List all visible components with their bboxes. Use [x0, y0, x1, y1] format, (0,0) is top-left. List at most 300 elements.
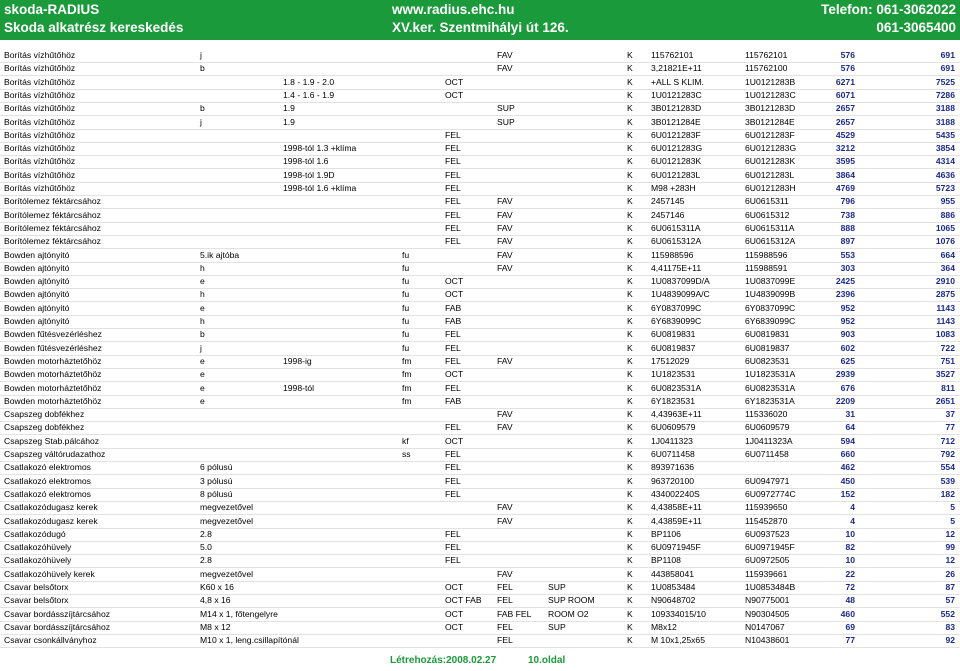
cell-k: K — [627, 76, 633, 87]
cell-spec: M10 x 1, leng.csillapítónál — [200, 635, 299, 646]
cell-price2: 2651 — [935, 395, 955, 406]
cell-name: Bowden ajtónyitó — [4, 276, 70, 287]
cell-price1: 660 — [840, 449, 855, 459]
cell-price1: 576 — [840, 63, 855, 74]
cell-price1: 462 — [840, 462, 855, 473]
cell-k: K — [627, 116, 633, 127]
cell-k: K — [627, 209, 633, 220]
table-row — [0, 195, 960, 209]
cell-k: K — [627, 103, 633, 114]
cell-price2: 4636 — [935, 169, 955, 180]
cell-price2: 5 — [950, 502, 955, 513]
cell-spec: 2.8 — [200, 555, 212, 566]
cell-type: OCT — [445, 621, 464, 632]
cell-code1: 2457145 — [651, 196, 685, 207]
cell-price2: 1143 — [936, 302, 955, 313]
cell-fu: fm — [402, 355, 412, 366]
cell-flag: SUP — [548, 582, 566, 592]
cell-price2: 792 — [940, 449, 955, 459]
cell-price1: 10 — [845, 528, 855, 539]
cell-sub: FAV — [497, 262, 513, 273]
cell-code1: 17512029 — [651, 355, 690, 366]
cell-k: K — [627, 302, 633, 313]
cell-price2: 722 — [940, 342, 955, 353]
cell-price2: 691 — [940, 50, 955, 60]
cell-name: Borítás vízhűtőhöz — [4, 50, 76, 60]
cell-spec: j — [200, 116, 202, 127]
cell-flag: SUP ROOM — [548, 595, 595, 606]
cell-spec: 8 pólusú — [200, 488, 233, 499]
cell-k: K — [627, 409, 633, 420]
cell-price1: 2657 — [835, 116, 855, 127]
cell-sub: SUP — [497, 116, 515, 127]
table-row — [0, 541, 960, 555]
cell-sub: FAV — [497, 63, 513, 74]
cell-type: FEL — [445, 342, 461, 353]
cell-name: Borítólemez féktárcsához — [4, 196, 101, 207]
cell-code1: 1U4839099A/C — [651, 289, 710, 300]
cell-fu: fu — [402, 302, 410, 313]
cell-k: K — [627, 382, 633, 393]
cell-code2: 115939650 — [745, 502, 788, 513]
cell-code2: 1U1823531A — [745, 369, 796, 380]
cell-price1: 897 — [840, 236, 855, 247]
cell-year: 1.4 - 1.6 - 1.9 — [283, 89, 335, 100]
cell-price2: 99 — [945, 542, 955, 553]
cell-type: FEL — [445, 462, 461, 473]
cell-name: Borítólemez féktárcsához — [4, 222, 101, 233]
table-row — [0, 568, 960, 582]
cell-k: K — [627, 515, 633, 526]
cell-price2: 5435 — [935, 129, 955, 140]
cell-k: K — [627, 502, 633, 513]
cell-sub: FAV — [497, 422, 513, 433]
cell-code2: 6U0615311 — [745, 196, 789, 207]
cell-k: K — [627, 435, 633, 446]
cell-name: Csatlakozóhüvely — [4, 555, 72, 566]
cell-code2: 1J0411323A — [745, 435, 793, 446]
cell-code2: 115988591 — [745, 262, 788, 273]
cell-price2: 751 — [940, 355, 955, 366]
cell-name: Borítás vízhűtőhöz — [4, 116, 76, 127]
cell-code1: 6U0615311A — [651, 222, 701, 233]
cell-type: FEL — [445, 143, 461, 154]
cell-type: FEL — [445, 382, 461, 393]
cell-fu: fu — [402, 316, 410, 326]
cell-name: Csapszeg dobfékhez — [4, 409, 85, 420]
cell-type: FEL — [445, 329, 461, 340]
cell-k: K — [627, 488, 633, 499]
table-row — [0, 368, 960, 382]
page-number: 10.oldal — [528, 655, 566, 666]
cell-name: Csavar belsőtorx — [4, 595, 69, 606]
cell-price2: 7286 — [935, 89, 955, 100]
table-row — [0, 89, 960, 103]
table-row — [0, 395, 960, 409]
cell-price1: 77 — [845, 635, 855, 646]
cell-code1: 6U0711458 — [651, 449, 695, 459]
cell-code1: 109334015/10 — [651, 608, 706, 619]
cell-price2: 712 — [940, 435, 955, 446]
table-row — [0, 169, 960, 183]
cell-spec: e — [200, 355, 205, 366]
cell-price2: 3854 — [935, 143, 955, 154]
cell-spec: e — [200, 369, 205, 380]
cell-spec: megvezetővel — [200, 568, 254, 579]
cell-price1: 888 — [840, 222, 855, 233]
cell-spec: h — [200, 316, 205, 326]
cell-type: FAB — [445, 302, 462, 313]
cell-code1: 1U0121283C — [651, 89, 702, 100]
cell-price1: 72 — [845, 582, 855, 592]
cell-code1: M 10x1,25x65 — [651, 635, 705, 646]
cell-price1: 2657 — [835, 103, 855, 114]
cell-k: K — [627, 89, 633, 100]
cell-price1: 4769 — [835, 183, 855, 193]
cell-price2: 3188 — [935, 116, 955, 127]
cell-sub: FAV — [497, 355, 513, 366]
cell-code2: 1U0853484B — [745, 582, 796, 592]
cell-price2: 26 — [945, 568, 955, 579]
cell-k: K — [627, 542, 633, 553]
cell-code1: 6U0121283L — [651, 169, 701, 180]
cell-code2: 6U0615312 — [745, 209, 790, 220]
table-row — [0, 235, 960, 249]
table-row — [0, 461, 960, 475]
table-row — [0, 501, 960, 515]
table-row — [0, 608, 960, 622]
cell-price2: 92 — [945, 635, 955, 646]
cell-code2: 6U0947971 — [745, 475, 790, 486]
cell-code1: 1J0411323 — [651, 435, 693, 446]
cell-spec: K60 x 16 — [200, 582, 234, 592]
cell-k: K — [627, 342, 633, 353]
cell-price1: 450 — [840, 475, 855, 486]
cell-code2: 6U0121283G — [745, 143, 797, 154]
cell-code1: 3B0121284E — [651, 116, 701, 127]
table-row — [0, 554, 960, 568]
cell-price2: 182 — [940, 488, 955, 499]
cell-code2: 115452870 — [745, 515, 788, 526]
cell-name: Borítás vízhűtőhöz — [4, 103, 76, 114]
cell-name: Borítás vízhűtőhöz — [4, 129, 76, 140]
cell-code2: 115762101 — [745, 50, 788, 60]
table-row — [0, 182, 960, 196]
cell-sub: FEL — [497, 635, 513, 646]
cell-price1: 952 — [840, 302, 855, 313]
cell-code1: 893971636 — [651, 462, 695, 473]
cell-spec: 5.ik ajtóba — [200, 249, 240, 260]
cell-price2: 4314 — [935, 156, 955, 167]
cell-code1: 1U0837099D/A — [651, 276, 710, 287]
table-row — [0, 76, 960, 90]
table-row — [0, 209, 960, 223]
cell-code1: 4,43858E+11 — [651, 502, 702, 513]
cell-spec: e — [200, 302, 205, 313]
cell-price1: 4529 — [835, 129, 855, 140]
cell-code2: 6U0972774C — [745, 488, 796, 499]
cell-price2: 691 — [940, 63, 955, 74]
cell-k: K — [627, 621, 633, 632]
cell-name: Csapszeg Stab.pálcához — [4, 435, 100, 446]
cell-sub: SUP — [497, 103, 515, 114]
cell-type: FEL — [445, 183, 461, 193]
cell-type: FEL — [445, 196, 461, 207]
cell-code1: 434002240S — [651, 488, 700, 499]
table-row — [0, 142, 960, 156]
cell-sub: FAV — [497, 249, 513, 260]
cell-code2: 6U0819837 — [745, 342, 790, 353]
cell-type: OCT — [445, 76, 464, 87]
cell-code2: N90775001 — [745, 595, 790, 606]
cell-spec: M8 x 12 — [200, 621, 231, 632]
cell-name: Borítólemez féktárcsához — [4, 236, 101, 247]
cell-price2: 77 — [945, 422, 955, 433]
cell-code2: 6U0121283F — [745, 129, 795, 140]
table-row — [0, 62, 960, 76]
cell-price2: 3188 — [935, 103, 955, 114]
cell-price2: 7525 — [935, 76, 955, 87]
cell-fu: fu — [402, 342, 410, 353]
website-link[interactable]: www.radius.ehc.hu — [392, 2, 515, 17]
cell-name: Bowden motorháztetőhöz — [4, 369, 102, 380]
cell-name: Csapszeg váltórudazathoz — [4, 449, 106, 459]
cell-price2: 1076 — [935, 236, 955, 247]
cell-sub: FAV — [497, 515, 513, 526]
cell-code1: 1U1823531 — [651, 369, 696, 380]
cell-type: FEL — [445, 236, 461, 247]
cell-k: K — [627, 528, 633, 539]
cell-code2: 6U0823531A — [745, 382, 796, 393]
cell-code2: 1U0121283C — [745, 89, 796, 100]
cell-sub: FAV — [497, 409, 513, 420]
cell-code2: 6Y6839099C — [745, 316, 796, 326]
cell-spec: h — [200, 262, 205, 273]
cell-price2: 12 — [945, 528, 955, 539]
cell-name: Borítás vízhűtőhöz — [4, 143, 76, 154]
cell-price2: 1065 — [935, 222, 955, 233]
cell-code2: 3B0121284E — [745, 116, 795, 127]
cell-code1: 6U0819837 — [651, 342, 696, 353]
cell-spec: 2.8 — [200, 528, 212, 539]
cell-sub: FAV — [497, 196, 513, 207]
cell-code1: 3,21821E+11 — [651, 63, 702, 74]
cell-code1: BP1106 — [651, 528, 681, 539]
cell-flag: ROOM O2 — [548, 608, 589, 619]
cell-price2: 1143 — [936, 316, 955, 326]
cell-price1: 4 — [850, 502, 855, 513]
cell-spec: 3 pólusú — [200, 475, 233, 486]
cell-code1: 6U0615312A — [651, 236, 702, 247]
cell-k: K — [627, 329, 633, 340]
table-row — [0, 288, 960, 302]
cell-name: Csavar bordásszíjtárcsához — [4, 621, 111, 632]
cell-price1: 31 — [845, 409, 855, 420]
cell-year: 1998-tól 1.9D — [283, 169, 335, 180]
cell-fu: fu — [402, 249, 410, 260]
cell-fu: ss — [402, 449, 411, 459]
page-footer — [0, 655, 960, 669]
cell-k: K — [627, 249, 633, 260]
cell-spec: M14 x 1, főtengelyre — [200, 608, 278, 619]
cell-name: Csatlakozódugó — [4, 528, 66, 539]
cell-code2: 6U0615312A — [745, 236, 796, 247]
cell-spec: 6 pólusú — [200, 462, 233, 473]
cell-sub: FAV — [497, 568, 513, 579]
cell-k: K — [627, 582, 633, 592]
cell-code1: 6U0121283G — [651, 143, 703, 154]
cell-fu: fu — [402, 262, 410, 273]
cell-type: FEL — [445, 355, 461, 366]
phone-label: Telefon: 061-3062022 — [821, 2, 956, 17]
cell-price1: 82 — [845, 542, 855, 553]
cell-price1: 952 — [840, 316, 855, 326]
cell-code1: 1U0853484 — [651, 582, 696, 592]
cell-code2: 6U0937523 — [745, 528, 790, 539]
cell-name: Bowden motorháztetőhöz — [4, 395, 102, 406]
cell-name: Csatlakozó elektromos — [4, 475, 91, 486]
shop-name: Skoda alkatrész kereskedés — [4, 20, 184, 35]
cell-name: Csavar csonkállványhoz — [4, 635, 97, 646]
cell-code1: 6U0819831 — [651, 329, 696, 340]
cell-price2: 87 — [945, 582, 955, 592]
cell-name: Borítólemez féktárcsához — [4, 209, 101, 220]
cell-type: OCT — [445, 435, 464, 446]
cell-price1: 3864 — [835, 169, 855, 180]
cell-type: OCT — [445, 276, 464, 287]
cell-code2: 6Y1823531A — [745, 395, 795, 406]
cell-price2: 12 — [945, 555, 955, 566]
cell-k: K — [627, 63, 633, 74]
cell-name: Csatlakozóhüvely — [4, 542, 72, 553]
cell-type: FEL — [445, 129, 461, 140]
cell-price1: 3212 — [835, 143, 855, 154]
cell-type: FEL — [445, 488, 461, 499]
cell-spec: megvezetővel — [200, 515, 254, 526]
cell-code2: 6U0615311A — [745, 222, 795, 233]
cell-type: OCT — [445, 89, 464, 100]
cell-name: Bowden fűtésvezérléshez — [4, 342, 102, 353]
table-row — [0, 315, 960, 329]
cell-price2: 5 — [950, 515, 955, 526]
table-row — [0, 355, 960, 369]
cell-k: K — [627, 196, 633, 207]
cell-fu: fm — [402, 382, 412, 393]
cell-price2: 83 — [945, 621, 955, 632]
table-row — [0, 155, 960, 169]
cell-name: Bowden ajtónyitó — [4, 289, 70, 300]
cell-price1: 152 — [840, 488, 855, 499]
cell-price2: 664 — [940, 249, 955, 260]
cell-price2: 2875 — [935, 289, 955, 300]
cell-k: K — [627, 169, 633, 180]
cell-year: 1998-ig — [283, 355, 312, 366]
cell-k: K — [627, 608, 633, 619]
cell-price1: 676 — [840, 382, 855, 393]
cell-k: K — [627, 50, 633, 60]
table-row — [0, 448, 960, 462]
table-row — [0, 435, 960, 449]
cell-price2: 1083 — [935, 329, 955, 340]
cell-type: FAB — [445, 316, 462, 326]
cell-price2: 57 — [945, 595, 955, 606]
cell-code2: 115988596 — [745, 249, 788, 260]
cell-year: 1.9 — [283, 103, 295, 114]
cell-type: FEL — [445, 422, 461, 433]
cell-sub: FEL — [497, 621, 513, 632]
cell-code1: 3B0121283D — [651, 103, 702, 114]
cell-name: Borítás vízhűtőhöz — [4, 156, 76, 167]
cell-price1: 2939 — [835, 369, 855, 380]
table-row — [0, 302, 960, 316]
cell-price2: 552 — [940, 608, 955, 619]
cell-sub: FAV — [497, 209, 513, 220]
cell-name: Bowden motorháztetőhöz — [4, 382, 102, 393]
cell-name: Csavar belsőtorx — [4, 582, 69, 592]
cell-k: K — [627, 156, 633, 167]
cell-price1: 22 — [845, 568, 855, 579]
cell-code1: 6Y1823531 — [651, 395, 695, 406]
table-row — [0, 488, 960, 502]
cell-spec: 4,8 x 16 — [200, 595, 231, 606]
cell-k: K — [627, 143, 633, 154]
cell-price2: 2910 — [935, 276, 955, 287]
cell-code1: 6Y6839099C — [651, 316, 702, 326]
cell-price1: 6071 — [835, 89, 855, 100]
cell-type: FEL — [445, 555, 461, 566]
cell-price2: 955 — [940, 196, 955, 207]
cell-name: Csatlakozó elektromos — [4, 462, 91, 473]
cell-code1: 963720100 — [651, 475, 695, 486]
cell-price2: 886 — [940, 209, 955, 220]
cell-spec: b — [200, 329, 205, 340]
cell-code1: M8x12 — [651, 621, 677, 632]
cell-code1: 4,43859E+11 — [651, 515, 702, 526]
cell-spec: megvezetővel — [200, 502, 254, 513]
cell-spec: j — [200, 50, 202, 60]
cell-k: K — [627, 395, 633, 406]
table-row — [0, 262, 960, 276]
cell-k: K — [627, 276, 633, 287]
cell-code1: BP1108 — [651, 555, 681, 566]
cell-price1: 602 — [840, 342, 855, 353]
cell-price2: 811 — [941, 382, 955, 393]
table-row — [0, 129, 960, 143]
cell-code2: 6U0121283K — [745, 156, 796, 167]
cell-price1: 48 — [845, 595, 855, 606]
phone-secondary: 061-3065400 — [876, 20, 956, 35]
cell-code1: 115988596 — [651, 249, 694, 260]
cell-type: OCT FAB — [445, 595, 482, 606]
cell-name: Bowden motorháztetőhöz — [4, 355, 102, 366]
cell-spec: e — [200, 276, 205, 287]
cell-code2: 1U4839099B — [745, 289, 796, 300]
cell-fu: kf — [402, 435, 409, 446]
cell-flag: SUP — [548, 621, 566, 632]
cell-k: K — [627, 369, 633, 380]
cell-code2: 1U0121283B — [745, 76, 796, 87]
cell-code1: M98 +283H — [651, 183, 696, 193]
cell-price1: 64 — [845, 422, 855, 433]
cell-sub: FEL — [497, 595, 513, 606]
cell-sub: FAV — [497, 50, 513, 60]
cell-price2: 5723 — [935, 183, 955, 193]
cell-price1: 2425 — [835, 276, 855, 287]
cell-price1: 625 — [840, 355, 855, 366]
cell-code2: N10438601 — [745, 635, 790, 646]
cell-code1: 2457146 — [651, 209, 685, 220]
table-row — [0, 116, 960, 130]
